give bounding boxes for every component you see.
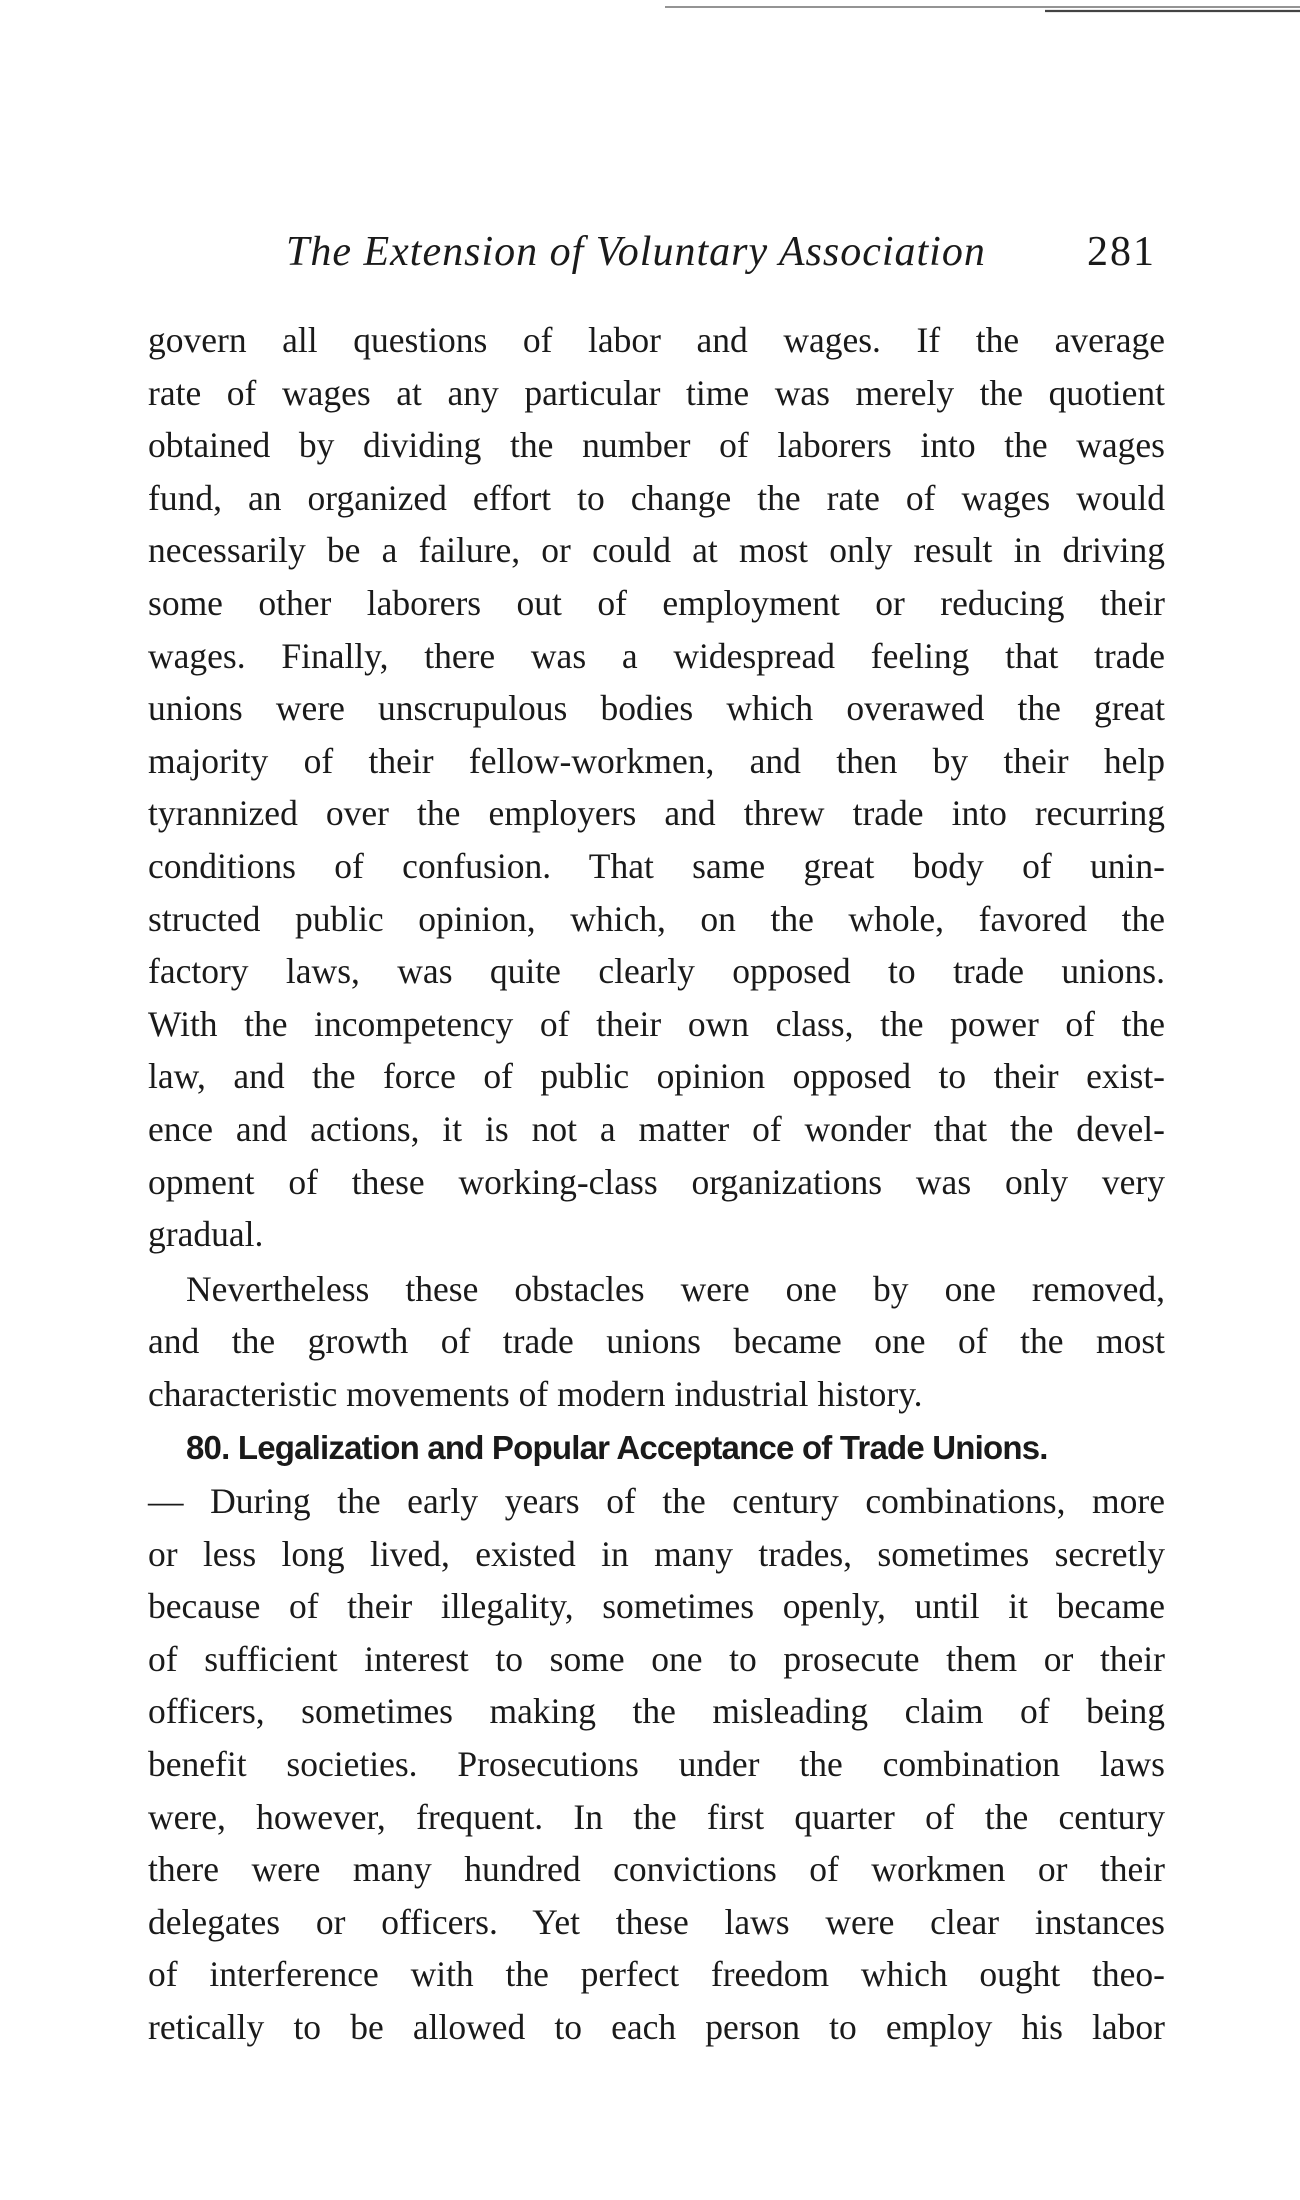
text-line: characteristic movements of modern industrial history.	[148, 1373, 923, 1414]
text-line: because of their illegality, sometimes openly, until it became	[148, 1586, 1165, 1627]
text-line: Nevertheless these obstacles were one by one removed,	[186, 1268, 1165, 1309]
text-line: retically to be allowed to each person to employ his labor	[148, 2007, 1165, 2047]
page-number: 281	[1087, 229, 1156, 275]
text-line: tyrannized over the employers and threw trade into recurring	[148, 793, 1165, 834]
text-line: rate of wages at any particular time was merely the quotient	[148, 372, 1165, 413]
running-head	[286, 222, 1156, 282]
text-line: fund, an organized effort to change the rate of wages would	[148, 477, 1165, 518]
text-line: gradual.	[148, 1214, 264, 1255]
text-line: of interference with the perfect freedom which ought theo-	[148, 1954, 1165, 1995]
text-line: majority of their fellow-workmen, and then by their help	[148, 740, 1165, 781]
text-line: With the incompetency of their own class, the power of the	[148, 1003, 1165, 1044]
section-heading: 80. Legalization and Popular Acceptance of Trade Unions.	[186, 1429, 1048, 1467]
text-line: obtained by dividing the number of laborers into the wages	[148, 425, 1165, 466]
text-line: govern all questions of labor and wages. If the average	[148, 320, 1165, 360]
text-line: delegates or officers. Yet these laws were clear instances	[148, 1901, 1165, 1942]
text-line: structed public opinion, which, on the whole, favored the	[148, 898, 1165, 939]
top-edge-rule	[665, 4, 1300, 14]
running-head-title: The Extension of Voluntary Association	[286, 229, 986, 275]
text-line: wages. Finally, there was a widespread feeling that trade	[148, 635, 1165, 676]
text-line: officers, sometimes making the misleading claim of being	[148, 1691, 1165, 1732]
text-line: some other laborers out of employment or reducing their	[148, 582, 1165, 623]
text-line: of sufficient interest to some one to prosecute them or their	[148, 1638, 1165, 1679]
text-line: ence and actions, it is not a matter of wonder that the devel-	[148, 1108, 1165, 1149]
text-line: factory laws, was quite clearly opposed to trade unions.	[148, 951, 1165, 992]
text-line: law, and the force of public opinion opposed to their exist-	[148, 1056, 1165, 1097]
body-text	[148, 314, 1165, 2054]
text-line: or less long lived, existed in many trades, sometimes secretly	[148, 1533, 1165, 1574]
text-line: there were many hundred convictions of workmen or their	[148, 1849, 1165, 1890]
text-line: benefit societies. Prosecutions under the combination laws	[148, 1744, 1165, 1785]
section-80	[148, 1422, 1165, 2053]
paragraph-2	[148, 1263, 1165, 1421]
text-line: — During the early years of the century combinations, more	[148, 1481, 1165, 1522]
text-line: opment of these working-class organizations was only very	[148, 1161, 1165, 1202]
text-line: conditions of confusion. That same great body of unin-	[148, 845, 1165, 886]
paragraph-1	[148, 314, 1165, 1261]
text-line: necessarily be a failure, or could at most only result in driving	[148, 530, 1165, 571]
text-line: were, however, frequent. In the first quarter of the century	[148, 1796, 1165, 1837]
text-line: and the growth of trade unions became one of the most	[148, 1321, 1165, 1362]
text-line: unions were unscrupulous bodies which overawed the great	[148, 688, 1165, 729]
